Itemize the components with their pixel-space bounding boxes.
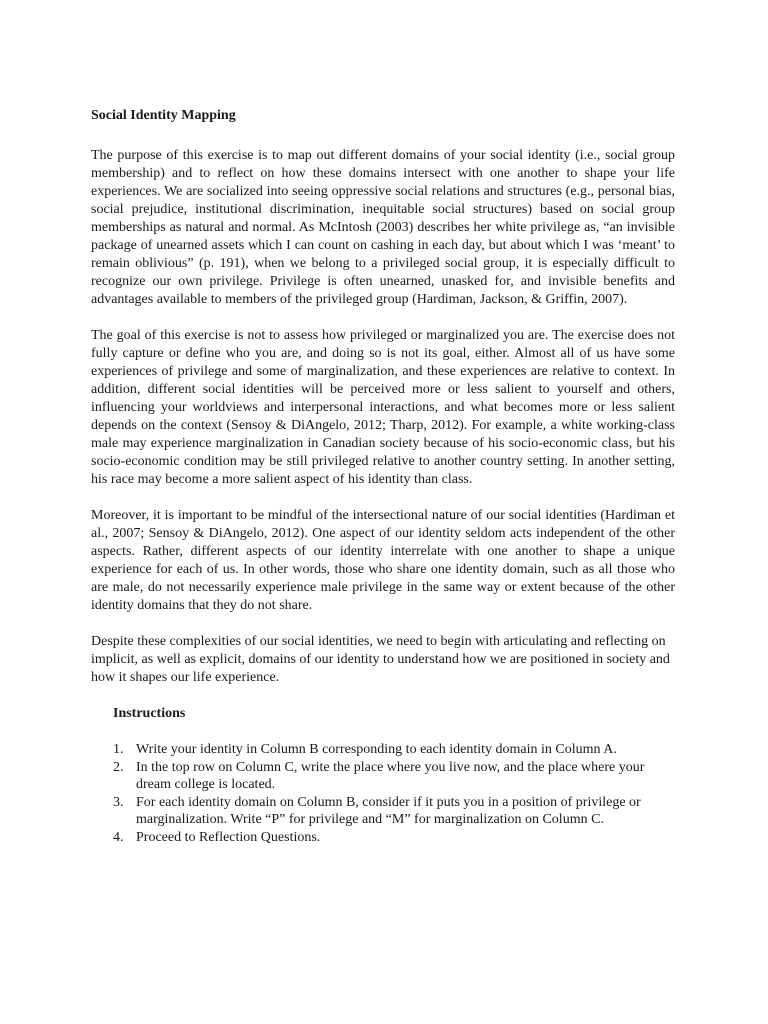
instructions-list: [91, 741, 675, 846]
instructions-heading: Instructions: [113, 706, 186, 721]
instruction-number: 4.: [113, 829, 124, 845]
instruction-number: 1.: [113, 742, 124, 757]
paragraph-goal: The goal of this exercise is not to assess how privileged or marginalized you are. The exercise does not fully capture or define who you are, and doing so is not its goal, either. Almost all of us have some experiences of privilege and some of marginalization, and these experiences are relative to context. In addition, different social identities will be perceived more or less salient to yourself and others, influencing your worldviews and interpersonal interactions, and what becomes more or less salient depends on the context (Sensoy & DiAngelo, 2012; Tharp, 2012). For example, a white working-class male may experience marginalization in Canadian society because of his socio-economic class, but his socio-economic condition may be still privileged relative to another country setting. In another setting, his race may become a more salient aspect of his identity than class.: [91, 328, 675, 487]
instruction-item: [91, 794, 675, 829]
instruction-item: [91, 829, 675, 847]
instruction-number: 3.: [113, 794, 124, 810]
document-title: Social Identity Mapping: [91, 108, 236, 123]
paragraph-intersectionality: Moreover, it is important to be mindful of the intersectional nature of our social identities (Hardiman et al., 2007; Sensoy & DiAngelo, 2012). One aspect of our identity seldom acts independent of the other aspects. Rather, different aspects of our identity interrelate with one another to shape a unique experience for each of us. In other words, those who share one identity domain, such as all those who are male, do not necessarily experience male privilege in the same way or extent because of the other identity domains that they do not share.: [91, 508, 675, 613]
instruction-number: 2.: [113, 759, 124, 775]
instruction-item: [91, 759, 675, 794]
paragraph-purpose: The purpose of this exercise is to map out different domains of your social identity (i.e., social group membership) and to reflect on how these domains intersect with one another to shape your life experiences. We are socialized into seeing oppressive social relations and structures (e.g., personal bias, social prejudice, institutional discrimination, inequitable social structures) based on social group memberships as natural and normal. As McIntosh (2003) describes her white privilege as, “an invisible package of unearned assets which I can count on cashing in each day, but about which I was ‘meant’ to remain oblivious” (p. 191), when we belong to a privileged social group, it is especially difficult to recognize our own privilege. Privilege is often unearned, unasked for, and invisible benefits and advantages available to members of the privileged group (Hardiman, Jackson, & Griffin, 2007).: [91, 148, 675, 307]
document-page: [91, 107, 675, 846]
instruction-text: Proceed to Reflection Questions.: [136, 829, 321, 845]
instruction-text: For each identity domain on Column B, consider if it puts you in a position of privilege or marginalization. Write “P” for privilege and “M” for marginalization on Column C.: [136, 794, 641, 827]
instruction-text: Write your identity in Column B corresponding to each identity domain in Column A.: [136, 742, 617, 757]
paragraph-complexities: Despite these complexities of our social identities, we need to begin with articulating and reflecting on implicit, as well as explicit, domains of our identity to understand how we are positioned in society and how it shapes our life experience.: [91, 634, 670, 685]
instruction-item: [91, 741, 675, 759]
instruction-text: In the top row on Column C, write the place where you live now, and the place where your dream college is located.: [136, 759, 645, 792]
